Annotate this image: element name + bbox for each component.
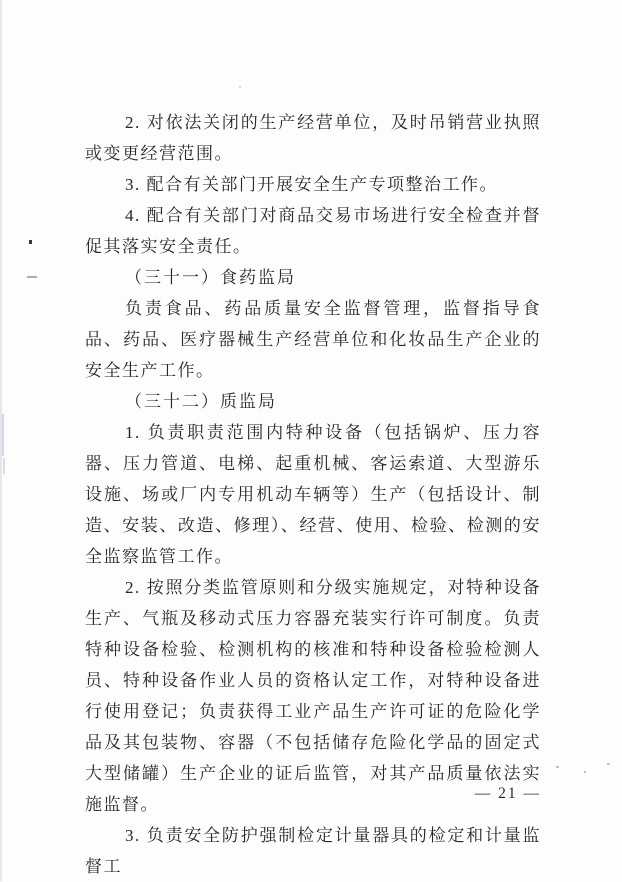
paragraph-licensing-supervision: 2. 按照分类监管原则和分级实施规定，对特种设备生产、气瓶及移动式压力容器充装实行许可制度。负责特种设备检验、检测机构的核准和特种设备检验检测人员、特种设备作业人员的资格认定工作，对特种设备进行使用登记；负责获得工业产品生产许可证的危险化学品及其包装物、容器（不包括储存危险化学品的固定式大型储罐）生产企业的证后监管，对其产品质量依法实施监督。 [85, 578, 541, 814]
scan-speckle [3, 458, 5, 474]
paragraph-item-2-closure: 2. 对依法关闭的生产经营单位，及时吊销营业执照或变更经营范围。 [85, 113, 541, 163]
paragraph-item-3-special-rectify: 3. 配合有关部门开展安全生产专项整治工作。 [125, 175, 498, 194]
scan-speckle [27, 276, 37, 278]
paragraph-item-4-market-check: 4. 配合有关部门对商品交易市场进行安全检查并督促其落实安全责任。 [85, 206, 541, 256]
document-body [85, 107, 541, 882]
scan-speckle [2, 414, 4, 456]
paragraph-food-drug-duties: 负责食品、药品质量安全监督管理，监督指导食品、药品、医疗器械生产经营单位和化妆品生产企业的安全生产工作。 [85, 299, 541, 380]
page-number: — 21 — [474, 785, 541, 802]
paragraph-metrology-continued: 3. 负责安全防护强制检定计量器具的检定和计量监督工 [85, 826, 541, 876]
paragraph-special-equipment: 1. 负责职责范围内特种设备（包括锅炉、压力容器、压力管道、电梯、起重机械、客运索道、大型游乐设施、场或厂内专用机动车辆等）生产（包括设计、制造、安装、改造、修理）、经营、使用、检验、检测的安全监察监管工作。 [85, 423, 541, 566]
scan-speckle [239, 86, 241, 88]
scan-speckle [584, 771, 586, 773]
scan-speckle [607, 763, 610, 765]
scan-speckle [556, 766, 559, 768]
section-heading-31-food-drug-bureau: （三十一）食药监局 [125, 268, 296, 287]
scan-speckle [29, 240, 32, 244]
section-heading-32-quality-bureau: （三十二）质监局 [125, 392, 277, 411]
